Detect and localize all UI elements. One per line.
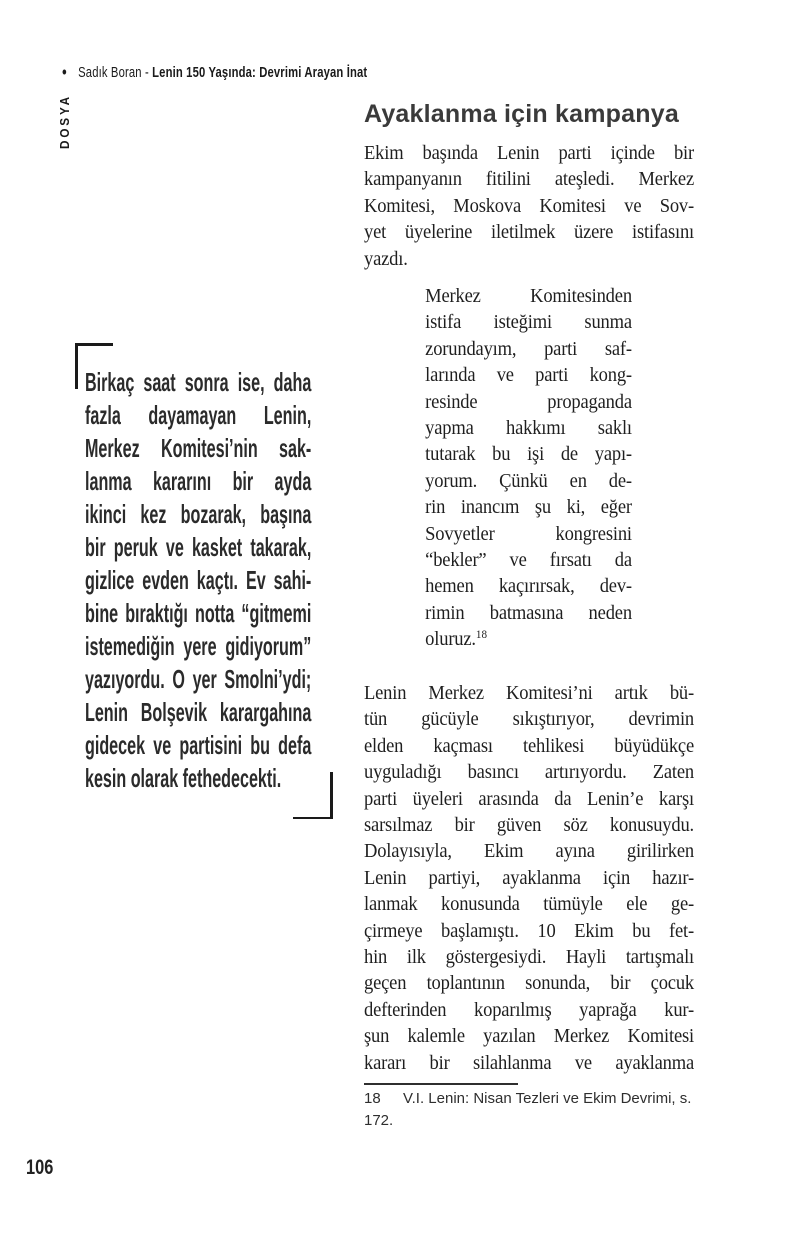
text-line: gizlice evden kaçtı. Ev sahi- [85, 565, 312, 595]
text-line: lanmak konusunda tümüyle ele ge- [364, 893, 695, 916]
text-line: hin ilk göstergesiydi. Hayli tartışmalı [364, 946, 695, 969]
text-line: Birkaç saat sonra ise, daha [85, 367, 312, 397]
section-heading: Ayaklanma için kampanya [364, 100, 679, 128]
header-author: Sadık Boran - [78, 64, 153, 81]
text-line: kampanyanın fitilini ateşledi. Merkez [364, 168, 695, 191]
text-line: Dolayısıyla, Ekim ayına girilirken [364, 840, 695, 863]
text-line: yapma hakkımı saklı [425, 417, 632, 440]
text-line: şun kalemle yazılan Merkez Komitesi [364, 1025, 695, 1048]
bullet-icon: • [62, 62, 67, 82]
pullquote-open-bracket-vertical [75, 343, 78, 389]
text-line: sarsılmaz bir güven söz konusuydu. [364, 814, 695, 837]
text-line: uyguladığı basıncı artırıyordu. Zaten [364, 761, 695, 784]
text-line: rimin batmasına neden [425, 601, 632, 624]
text-line: Lenin Bolşevik karargahına [85, 697, 312, 727]
text-line: rin inancım şu ki, eğer [425, 496, 632, 519]
block-quote-lines [425, 283, 632, 626]
text-line: zorundayım, parti saf- [425, 337, 632, 360]
text-line: kesin olarak fethedecekti. [85, 763, 282, 793]
pullquote-close-bracket-horizontal [293, 817, 333, 820]
footnote-divider [364, 1083, 518, 1085]
text-line: tutarak bu işi de yapı- [425, 443, 632, 466]
text-line: ikinci kez bozarak, başına [85, 499, 312, 529]
text-line: kararı bir silahlanma ve ayaklanma [364, 1051, 695, 1074]
block-quote-last-text: oluruz. [425, 628, 476, 651]
text-line: bine bıraktığı notta “gitmemi [85, 598, 312, 628]
page-number: 106 [26, 1156, 54, 1179]
text-line: resinde propaganda [425, 390, 632, 413]
text-line: istifa isteğimi sunma [425, 311, 632, 334]
text-line: “bekler” ve fırsatı da [425, 549, 632, 572]
text-line: parti üyeleri arasında da Lenin’e karşı [364, 787, 695, 810]
text-line: hemen kaçırırsak, dev- [425, 575, 632, 598]
text-line: istemediğin yere gidiyorum” [85, 631, 312, 661]
footnote [364, 1088, 698, 1132]
text-line: larında ve parti kong- [425, 364, 632, 387]
text-line: Ekim başında Lenin parti içinde bir [364, 142, 695, 164]
text-line: Lenin Merkez Komitesi’ni artık bü- [364, 682, 695, 704]
text-line: Sovyetler kongresini [425, 522, 632, 545]
header-book-title: Lenin 150 Yaşında: Devrimi Arayan İnat [152, 64, 368, 81]
footnote-number: 18 [364, 1090, 381, 1107]
text-line: Merkez Komitesi’nin sak- [85, 433, 312, 463]
text-line: yet üyelerine iletilmek üzere istifasını [364, 221, 695, 244]
text-line: Komitesi, Moskova Komitesi ve Sov- [364, 194, 695, 217]
text-line: defterinden koparılmış yaprağa kur- [364, 998, 695, 1021]
block-quote [364, 283, 694, 653]
text-line: fazla dayamayan Lenin, [85, 400, 312, 430]
text-line: yazdı. [364, 247, 408, 270]
text-line: yorum. Çünkü en de- [425, 469, 632, 492]
text-line: Merkez Komitesinden [425, 285, 632, 307]
text-line: tün gücüyle sıkıştırıyor, devrimin [364, 708, 695, 731]
text-line: geçen toplantının sonunda, bir çocuk [364, 972, 695, 995]
text-line: çirmeye başlamıştı. 10 Ekim bu fet- [364, 919, 695, 942]
footnote-text: V.I. Lenin: Nisan Tezleri ve Ekim Devrimi, s. 172. [364, 1090, 692, 1129]
text-line: elden kaçması tehlikesi büyüdükçe [364, 734, 695, 757]
footnote-reference: 18 [475, 627, 488, 642]
running-header [62, 62, 367, 83]
paragraph-two [364, 680, 694, 1076]
pullquote-open-bracket-horizontal [75, 343, 113, 346]
pull-quote [85, 366, 311, 795]
text-line: Lenin partiyi, ayaklanma için hazır- [364, 866, 695, 889]
pullquote-close-bracket-vertical [330, 772, 333, 819]
block-quote-last-line [425, 626, 632, 652]
paragraph-one [364, 140, 694, 272]
text-line: yazıyordu. O yer Smolni’ydi; [85, 664, 312, 694]
text-line: bir peruk ve kasket takarak, [85, 532, 312, 562]
text-line: gidecek ve partisini bu defa [85, 730, 312, 760]
section-label-vertical: DOSYA [57, 94, 72, 149]
text-line: lanma kararını bir ayda [85, 466, 312, 496]
